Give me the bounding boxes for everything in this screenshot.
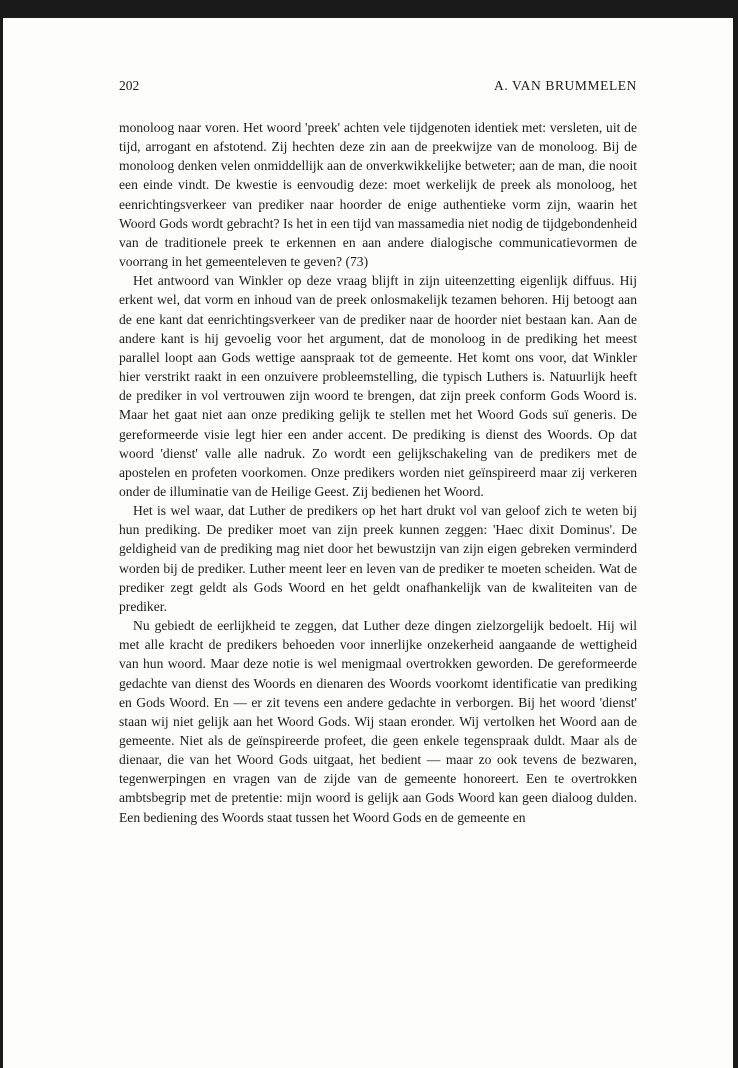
paragraph-3: Het is wel waar, dat Luther de predikers op het hart drukt vol van geloof zich te weten bij hun prediking. De prediker moet van zijn preek kunnen zeggen: 'Haec dixit Dominus'. De geldigheid van de prediking mag niet door het bewustzijn van zijn eigen gebreken verminderd worden bij de prediker. Luther meent leer en leven van de prediker te moeten scheiden. Wat de prediker zegt geldt als Gods Woord en het geldt onafhankelijk van de kwaliteiten van de prediker. xyxy=(119,503,637,614)
page-number: 202 xyxy=(119,78,140,93)
page-header xyxy=(119,78,637,98)
paragraph-2: Het antwoord van Winkler op deze vraag blijft in zijn uiteenzetting eigenlijk diffuus. Hij erkent wel, dat vorm en inhoud van de preek onlosmakelijk tezamen behoren. Hij betoogt aan de ene kant dat eenrichtingsverkeer van de prediker naar de hoorder niet bestaan kan. Aan de andere kant is hij gevoelig voor het argument, dat de monoloog in de prediking het meest parallel loopt aan Gods wettige aanspraak tot de gemeente. Het komt ons voor, dat Winkler hier verstrikt raakt in een onzuivere probleemstelling, die typisch Luthers is. Natuurlijk heeft de prediker in vol vertrouwen zijn woord te brengen, dat zijn preek conform Gods Woord is. Maar het gaat niet aan onze prediking gelijk te stellen met het Woord Gods suï generis. De gereformeerde visie legt hier een ander accent. De prediking is dienst des Woords. Op dat woord 'dienst' valle alle nadruk. Zo wordt een gelijkschakeling van de predikers met de apostelen en profeten voorkomen. Onze predikers worden niet geïnspireerd maar zij verkeren onder de illuminatie van de Heilige Geest. Zij bedienen het Woord. xyxy=(119,273,637,499)
paragraph-1: monoloog naar voren. Het woord 'preek' achten vele tijdgenoten identiek met: versleten, uit de tijd, arrogant en afstotend. Zij hechten deze zin aan de preekwijze van de monoloog. Bij de monoloog denken velen onmiddellijk aan de onverkwikkelijke betweter; aan de man, die nooit een einde vindt. De kwestie is eenvoudig deze: moet werkelijk de preek als monoloog, het eenrichtingsverkeer van prediker naar hoorder de enige authentieke vorm zijn, waarin het Woord Gods wordt gebracht? Is het in een tijd van massamedia niet nodig de tijdgebondenheid van de traditionele preek te erkennen en aan andere dialogische communicatievormen de voorrang in het gemeenteleven te geven? (73) xyxy=(119,120,637,270)
running-head-author: A. VAN BRUMMELEN xyxy=(494,78,637,93)
scan-border-top xyxy=(0,0,738,18)
scan-border-right xyxy=(733,0,738,1068)
body-text xyxy=(119,118,637,827)
paragraph-4: Nu gebiedt de eerlijkheid te zeggen, dat Luther deze dingen zielzorgelijk bedoelt. Hij wil met alle kracht de predikers behoeden voor innerlijke onzekerheid aangaande de wettigheid van hun woord. Maar deze notie is wel menigmaal overtrokken geworden. De gereformeerde gedachte van dienst des Woords en dienaren des Woords voorkomt identificatie van prediking en Gods Woord. En — er zit tevens een andere gedachte in verborgen. Bij het woord 'dienst' staan wij niet gelijk aan het Woord Gods. Wij staan eronder. Wij vertolken het Woord aan de gemeente. Niet als de geïnspireerde profeet, die geen enkele tegenspraak duldt. Maar als de dienaar, die van het Woord Gods uitgaat, het bedient — maar zo ook tevens de bezwaren, tegenwerpingen en vragen van de zijde van de gemeente honoreert. Een te overtrokken ambtsbegrip met de pretentie: mijn woord is gelijk aan Gods Woord kan geen dialoog dulden. Een bediening des Woords staat tussen het Woord Gods en de gemeente en xyxy=(119,618,637,825)
